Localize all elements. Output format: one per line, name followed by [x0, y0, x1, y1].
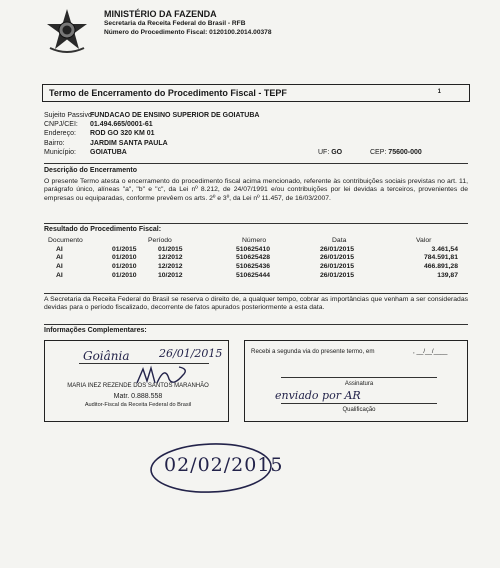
cell-documento: AI	[56, 245, 63, 253]
header-proc-number: Número do Procedimento Fiscal: 0120100.2014.00378	[104, 29, 272, 36]
resultado-title: Resultado do Procedimento Fiscal:	[44, 226, 162, 233]
municipio-label: Município:	[44, 148, 76, 156]
recebi-box	[244, 340, 468, 422]
table-header-row	[48, 236, 462, 245]
col-documento: Documento	[48, 237, 83, 244]
uf-value: GO	[331, 148, 343, 156]
cell-numero: 510625436	[236, 262, 271, 270]
assinatura-line	[281, 377, 437, 378]
cell-numero: 510625428	[236, 254, 271, 262]
recebi-text: Recebi a segunda via do presente termo, em	[251, 348, 375, 355]
handwritten-date: 26/01/2015	[159, 347, 223, 360]
cep-label: CEP:	[370, 148, 387, 156]
cnpj-value: 01.494.665/0001-61	[90, 121, 153, 129]
recebi-date-blank: , __/__/____	[413, 348, 448, 355]
cell-periodo-inicio: 01/2010	[112, 262, 137, 270]
cnpj-label: CNPJ/CEI:	[44, 121, 78, 129]
brazil-coat-of-arms-icon	[44, 8, 90, 54]
handwritten-note: enviado por AR	[275, 389, 361, 402]
table-row	[48, 254, 462, 263]
divider	[44, 163, 468, 164]
cep-value: 75600-000	[388, 148, 422, 156]
descricao-text: O presente Termo atesta o encerramento do procedimento fiscal acima mencionado, referente às contribuições sociais previstas no art. 11, parágrafo único, alíneas "a", "b" e "c", da Lei nº 8.212, de 24/07/1991 e/ou contribuições por lei devidas a terceiros, provenientes de empresas ou equiparadas, conforme prevêem os arts. 2º e 3º, da Lei nº 11.457, de 16/03/2007.	[44, 178, 468, 202]
cep-field	[370, 148, 422, 157]
cell-periodo-inicio: 01/2010	[112, 254, 137, 262]
cell-data: 26/01/2015	[320, 262, 355, 270]
cell-periodo-fim: 01/2015	[158, 245, 183, 253]
taxpayer-info	[44, 111, 468, 157]
cell-periodo-fim: 12/2012	[158, 254, 183, 262]
table-row	[48, 245, 462, 254]
endereco-label: Endereço:	[44, 130, 76, 138]
header-org: MINISTÉRIO DA FAZENDA	[104, 9, 217, 19]
endereco-value: ROD GO 320 KM 01	[90, 130, 155, 138]
cell-data: 26/01/2015	[320, 271, 355, 279]
table-row	[48, 262, 462, 271]
bairro-label: Bairro:	[44, 139, 65, 147]
reserva-text: A Secretaria da Receita Federal do Brasil se reserva o direito de, a qualquer tempo, cobrar as importâncias que venham a ser consideradas devidas para o período fiscalizado, decorrente de fatos apurados posteriormente a esta data.	[44, 296, 468, 312]
resultado-table	[48, 236, 462, 279]
col-valor: Valor	[416, 237, 432, 244]
qualificacao-label: Qualificação	[342, 407, 376, 413]
bairro-value: JARDIM SANTA PAULA	[90, 139, 168, 147]
cell-documento: AI	[56, 262, 63, 270]
divider	[44, 324, 468, 325]
col-numero: Número	[242, 237, 267, 244]
handwritten-place: Goiânia	[83, 349, 130, 363]
col-data: Data	[332, 237, 347, 244]
cell-documento: AI	[56, 254, 63, 262]
cell-numero: 510625444	[236, 271, 271, 279]
descricao-title: Descrição do Encerramento	[44, 167, 137, 174]
divider	[44, 223, 468, 224]
sujeito-value: FUNDACAO DE ENSINO SUPERIOR DE GOIATUBA	[90, 112, 260, 119]
cell-periodo-inicio: 01/2015	[112, 245, 137, 253]
cell-periodo-fim: 10/2012	[158, 271, 183, 279]
auditor-role: Auditor-Fiscal da Receita Federal do Brasil	[84, 402, 192, 408]
cell-numero: 510625410	[236, 245, 271, 253]
cell-valor: 139,87	[437, 271, 458, 279]
cell-valor: 3.461,54	[431, 245, 458, 253]
municipio-value: GOIATUBA	[90, 148, 127, 156]
divider	[44, 293, 468, 294]
info-title: Informações Complementares:	[44, 327, 147, 334]
header-sub: Secretaria da Receita Federal do Brasil - RFB	[104, 20, 246, 27]
assinatura-label: Assinatura	[344, 381, 374, 387]
stamp-date: 02/02/2015	[164, 454, 284, 476]
qualificacao-line	[281, 403, 437, 404]
cell-periodo-inicio: 01/2010	[112, 271, 137, 279]
auditor-matr: Matr. 0.888.558	[113, 393, 163, 400]
auditor-name: MARIA INEZ REZENDE DOS SANTOS MARANHÃO	[67, 383, 209, 389]
page-number: 1	[437, 89, 441, 95]
cell-periodo-fim: 12/2012	[158, 262, 183, 270]
document-title-box	[42, 84, 470, 102]
cell-valor: 784.591,81	[423, 254, 458, 262]
document-title: Termo de Encerramento do Procedimento Fiscal - TEPF	[49, 88, 287, 98]
cell-data: 26/01/2015	[320, 254, 355, 262]
col-periodo: Período	[148, 237, 172, 244]
cell-valor: 466.891,28	[423, 262, 458, 270]
uf-label: UF:	[318, 148, 330, 156]
cell-data: 26/01/2015	[320, 245, 355, 253]
cell-documento: AI	[56, 271, 63, 279]
table-row	[48, 271, 462, 280]
uf-field	[318, 148, 342, 157]
sujeito-label: Sujeito Passivo:	[44, 112, 94, 119]
auditor-signature-box	[44, 340, 229, 422]
